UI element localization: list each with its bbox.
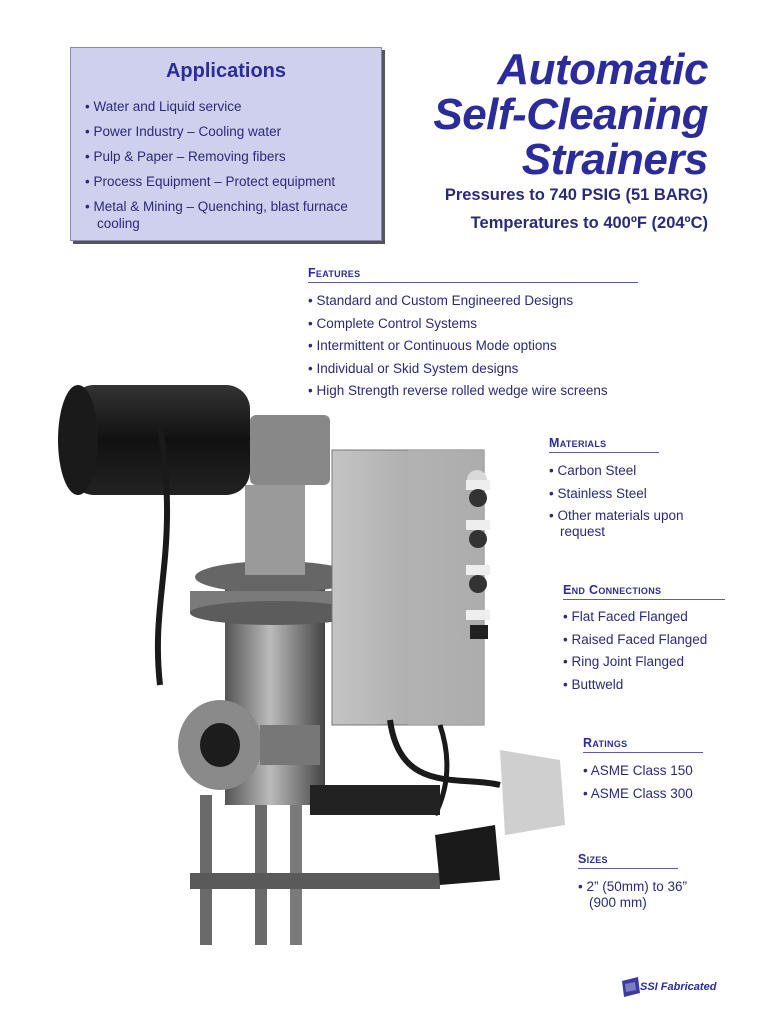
list-item: • Complete Control Systems bbox=[308, 316, 708, 332]
list-item: • Carbon Steel bbox=[549, 463, 699, 479]
list-item: • ASME Class 150 bbox=[583, 763, 733, 779]
list-item: • ASME Class 300 bbox=[583, 786, 733, 802]
sizes-heading: Sizes bbox=[578, 852, 678, 869]
list-item: • 2” (50mm) to 36” (900 mm) bbox=[578, 879, 688, 911]
list-item: • Flat Faced Flanged bbox=[563, 609, 753, 625]
page-title-line-1: Automatic bbox=[497, 45, 708, 94]
applications-list bbox=[85, 98, 375, 240]
temperature-rating: Temperatures to 400ºF (204ºC) bbox=[470, 214, 708, 232]
list-item: • Intermittent or Continuous Mode options bbox=[308, 338, 708, 354]
ratings-list bbox=[583, 763, 733, 808]
list-item: • Stainless Steel bbox=[549, 486, 699, 502]
list-item: • High Strength reverse rolled wedge wire screens bbox=[308, 383, 708, 399]
list-item: • Raised Faced Flanged bbox=[563, 632, 753, 648]
page-title-line-3: Strainers bbox=[521, 135, 708, 184]
pressure-rating: Pressures to 740 PSIG (51 BARG) bbox=[444, 186, 708, 204]
list-item: • Pulp & Paper – Removing fibers bbox=[85, 148, 375, 165]
ssi-logo bbox=[620, 975, 720, 1001]
list-item: • Process Equipment – Protect equipment bbox=[85, 173, 375, 190]
list-item: • Metal & Mining – Quenching, blast furnace cooling bbox=[85, 198, 375, 232]
list-item: • Standard and Custom Engineered Designs bbox=[308, 293, 708, 309]
end-connections-heading: End Connections bbox=[563, 583, 725, 600]
strainer-product-image bbox=[40, 355, 580, 955]
ratings-heading: Ratings bbox=[583, 736, 703, 753]
features-heading: Features bbox=[308, 266, 638, 283]
list-item: • Other materials upon request bbox=[549, 508, 699, 540]
page-title-line-2: Self-Cleaning bbox=[433, 90, 708, 139]
list-item: • Individual or Skid System designs bbox=[308, 361, 708, 377]
list-item: • Power Industry – Cooling water bbox=[85, 123, 375, 140]
ssi-logo-mark-icon bbox=[620, 975, 642, 999]
materials-heading: Materials bbox=[549, 436, 659, 453]
logo-text: SSI Fabricated bbox=[640, 981, 717, 993]
materials-list bbox=[549, 463, 699, 547]
list-item: • Ring Joint Flanged bbox=[563, 654, 753, 670]
sizes-list bbox=[578, 879, 688, 918]
end-connections-list bbox=[563, 609, 753, 699]
list-item: • Water and Liquid service bbox=[85, 98, 375, 115]
applications-box bbox=[70, 47, 382, 241]
list-item: • Buttweld bbox=[563, 677, 753, 693]
applications-title: Applications bbox=[165, 60, 286, 82]
